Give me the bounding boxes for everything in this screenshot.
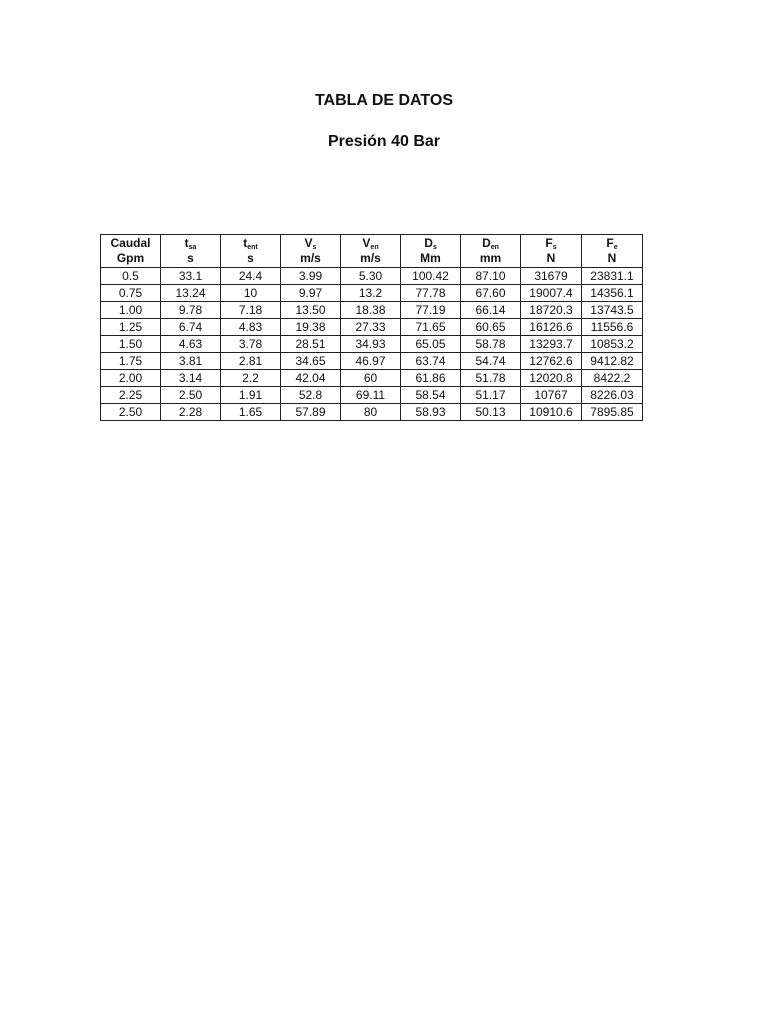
header-symbol-sub: sa <box>188 244 197 251</box>
table-cell: 10910.6 <box>521 404 582 421</box>
header-symbol-sub: s <box>552 244 557 251</box>
table-cell: 8422.2 <box>582 370 643 387</box>
header-symbol-sub: ent <box>247 244 258 251</box>
table-cell: 12020.8 <box>521 370 582 387</box>
table-cell: 77.78 <box>401 285 461 302</box>
table-cell: 4.83 <box>221 319 281 336</box>
table-cell: 13293.7 <box>521 336 582 353</box>
table-cell: 9.78 <box>161 302 221 319</box>
table-cell: 2.81 <box>221 353 281 370</box>
table-cell: 42.04 <box>281 370 341 387</box>
header-unit: Gpm <box>116 251 145 265</box>
table-cell: 19.38 <box>281 319 341 336</box>
header-unit: s <box>247 251 254 265</box>
header-symbol-sub: s <box>432 244 437 251</box>
document-subtitle: Presión 40 Bar <box>327 133 441 150</box>
table-cell: 10853.2 <box>582 336 643 353</box>
header-symbol <box>281 236 340 251</box>
table-body <box>101 268 643 421</box>
table-cell: 46.97 <box>341 353 401 370</box>
header-symbol <box>161 236 220 251</box>
header-symbol-main: t <box>184 236 189 250</box>
table-cell: 77.19 <box>401 302 461 319</box>
table-cell: 18.38 <box>341 302 401 319</box>
table-row <box>101 319 643 336</box>
header-unit: mm <box>479 251 502 265</box>
header-symbol-main: F <box>606 236 614 250</box>
table-cell: 1.50 <box>101 336 161 353</box>
table-cell: 13743.5 <box>582 302 643 319</box>
header-unit: m/s <box>300 251 321 265</box>
table-cell: 58.78 <box>461 336 521 353</box>
table-row <box>101 353 643 370</box>
table-cell: 100.42 <box>401 268 461 285</box>
header-unit: Mm <box>420 251 441 265</box>
table-row <box>101 302 643 319</box>
header-unit: N <box>607 251 617 265</box>
table-cell: 80 <box>341 404 401 421</box>
table-cell: 4.63 <box>161 336 221 353</box>
header-cell <box>161 235 221 268</box>
table-cell: 58.54 <box>401 387 461 404</box>
table-row <box>101 336 643 353</box>
header-symbol-main: D <box>482 236 491 250</box>
table-cell: 13.24 <box>161 285 221 302</box>
header-symbol-sub: e <box>613 244 618 251</box>
data-table <box>100 234 643 421</box>
table-cell: 10767 <box>521 387 582 404</box>
table-cell: 52.8 <box>281 387 341 404</box>
table-cell: 71.65 <box>401 319 461 336</box>
header-symbol <box>582 236 642 251</box>
table-cell: 1.91 <box>221 387 281 404</box>
table-cell: 6.74 <box>161 319 221 336</box>
table-cell: 10 <box>221 285 281 302</box>
table-cell: 8226.03 <box>582 387 643 404</box>
header-cell <box>461 235 521 268</box>
table-cell: 66.14 <box>461 302 521 319</box>
table-cell: 23831.1 <box>582 268 643 285</box>
table-cell: 61.86 <box>401 370 461 387</box>
table-cell: 3.81 <box>161 353 221 370</box>
table-cell: 1.75 <box>101 353 161 370</box>
header-symbol-main: V <box>304 236 313 250</box>
table-cell: 0.5 <box>101 268 161 285</box>
table-cell: 67.60 <box>461 285 521 302</box>
table-header-row <box>101 235 643 268</box>
table-cell: 34.93 <box>341 336 401 353</box>
header-symbol <box>461 236 520 251</box>
table-row <box>101 285 643 302</box>
header-cell <box>341 235 401 268</box>
header-unit: m/s <box>360 251 381 265</box>
table-cell: 60 <box>341 370 401 387</box>
table-cell: 2.50 <box>161 387 221 404</box>
table-row <box>101 404 643 421</box>
header-unit: s <box>187 251 194 265</box>
header-symbol-sub: s <box>312 244 317 251</box>
table-cell: 87.10 <box>461 268 521 285</box>
header-cell <box>401 235 461 268</box>
table-cell: 18720.3 <box>521 302 582 319</box>
table-cell: 51.78 <box>461 370 521 387</box>
table-cell: 57.89 <box>281 404 341 421</box>
table-cell: 9412.82 <box>582 353 643 370</box>
table-cell: 50.13 <box>461 404 521 421</box>
header-cell <box>101 235 161 268</box>
header-symbol-main: V <box>362 236 371 250</box>
table-cell: 69.11 <box>341 387 401 404</box>
header-cell <box>281 235 341 268</box>
table-cell: 5.30 <box>341 268 401 285</box>
table-cell: 13.2 <box>341 285 401 302</box>
table-cell: 11556.6 <box>582 319 643 336</box>
table-cell: 1.00 <box>101 302 161 319</box>
table-cell: 24.4 <box>221 268 281 285</box>
header-symbol-sub: en <box>490 244 499 251</box>
header-symbol <box>521 236 581 251</box>
header-symbol: Caudal <box>110 236 151 250</box>
table-cell: 0.75 <box>101 285 161 302</box>
table-cell: 19007.4 <box>521 285 582 302</box>
table-cell: 28.51 <box>281 336 341 353</box>
table-cell: 2.00 <box>101 370 161 387</box>
table-cell: 3.78 <box>221 336 281 353</box>
table-cell: 34.65 <box>281 353 341 370</box>
table-cell: 2.50 <box>101 404 161 421</box>
header-cell <box>582 235 643 268</box>
table-row <box>101 268 643 285</box>
header-symbol-main: D <box>424 236 433 250</box>
table-cell: 7895.85 <box>582 404 643 421</box>
header-symbol-sub: en <box>370 244 379 251</box>
table-cell: 54.74 <box>461 353 521 370</box>
table-cell: 33.1 <box>161 268 221 285</box>
table-cell: 63.74 <box>401 353 461 370</box>
header-symbol <box>221 236 280 251</box>
table-row <box>101 387 643 404</box>
table-cell: 9.97 <box>281 285 341 302</box>
table-cell: 2.28 <box>161 404 221 421</box>
table-cell: 58.93 <box>401 404 461 421</box>
table-cell: 27.33 <box>341 319 401 336</box>
table-cell: 65.05 <box>401 336 461 353</box>
header-symbol <box>401 236 460 251</box>
table-cell: 3.14 <box>161 370 221 387</box>
header-cell <box>221 235 281 268</box>
table-row <box>101 370 643 387</box>
header-unit: N <box>546 251 556 265</box>
table-cell: 1.25 <box>101 319 161 336</box>
document-title: TABLA DE DATOS <box>314 92 454 109</box>
table-cell: 13.50 <box>281 302 341 319</box>
header-cell <box>521 235 582 268</box>
table-cell: 14356.1 <box>582 285 643 302</box>
table-cell: 3.99 <box>281 268 341 285</box>
header-symbol <box>341 236 400 251</box>
table-cell: 51.17 <box>461 387 521 404</box>
header-symbol-main: t <box>243 236 248 250</box>
table-cell: 7.18 <box>221 302 281 319</box>
table-cell: 12762.6 <box>521 353 582 370</box>
table-cell: 2.25 <box>101 387 161 404</box>
header-symbol-main: F <box>545 236 553 250</box>
table-cell: 60.65 <box>461 319 521 336</box>
table-cell: 31679 <box>521 268 582 285</box>
table-cell: 1.65 <box>221 404 281 421</box>
table-cell: 2.2 <box>221 370 281 387</box>
table-cell: 16126.6 <box>521 319 582 336</box>
